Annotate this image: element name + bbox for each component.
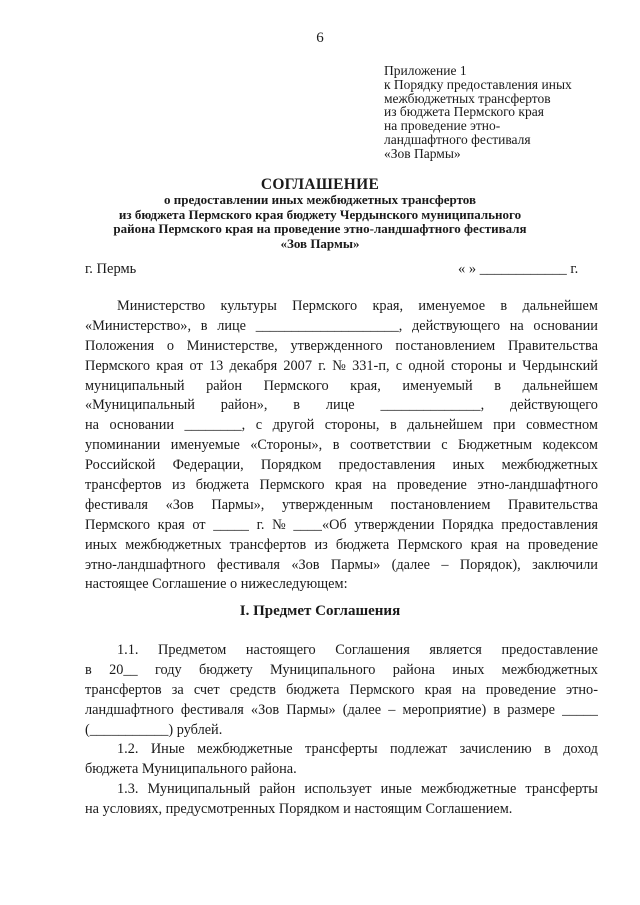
- clause-line: (___________) рублей.: [85, 721, 223, 738]
- clause-line: 1.3. Муниципальный район использует иные межбюджетные трансферты: [117, 781, 598, 797]
- intro-line: иных межбюджетных трансфертов из бюджета Пермского края на проведение: [85, 536, 598, 553]
- appendix-line: из бюджета Пермского края: [384, 104, 544, 120]
- clause-1-1: [85, 641, 598, 740]
- intro-line: упоминании именуемые «Стороны», в соответствии с Бюджетным кодексом: [85, 437, 598, 454]
- clause-line: трансфертов за счет средств бюджета Пермского края на проведение этно-: [85, 681, 598, 698]
- appendix-line: межбюджетных трансфертов: [384, 90, 551, 106]
- intro-line: фестиваля «Зов Пармы», утвержденным постановлением Правительства: [85, 496, 598, 513]
- intro-line: на основании ________, с другой стороны, в дальнейшем при совместном: [85, 417, 598, 434]
- appendix-line: к Порядку предоставления иных: [384, 76, 572, 92]
- date-of-signing: « » ____________ г.: [458, 261, 579, 277]
- intro-line: Пермского края от _____ г. № ____«Об утверждении Порядка предоставления: [85, 516, 598, 533]
- intro-line: Министерство культуры Пермского края, именуемое в дальнейшем: [117, 298, 598, 314]
- page-number: 6: [316, 30, 324, 46]
- intro-line: Положения о Министерстве, утвержденного постановлением Правительства: [85, 337, 598, 354]
- intro-line: трансфертов из бюджета Пермского края на проведение этно-ландшафтного: [85, 477, 598, 494]
- intro-line: Российской Федерации, Порядком предоставления иных межбюджетных: [85, 457, 598, 474]
- document-subtitle: [0, 193, 640, 251]
- intro-line: этно-ландшафтного фестиваля «Зов Пармы» (далее – Порядок), заключили: [85, 556, 598, 573]
- intro-line: настоящее Соглашение о нижеследующем:: [85, 576, 348, 593]
- subtitle-line: из бюджета Пермского края бюджету Чердынского муниципального: [118, 206, 522, 222]
- clause-line: бюджета Муниципального района.: [85, 760, 297, 777]
- clause-line: ландшафтного фестиваля «Зов Пармы» (далее – мероприятие) в размере _____: [85, 701, 598, 718]
- subtitle-line: района Пермского края на проведение этно-ландшафтного фестиваля: [113, 221, 527, 236]
- appendix-line: Приложение 1: [384, 63, 467, 78]
- appendix-line: ландшафтного фестиваля: [384, 131, 531, 147]
- place-of-signing: г. Пермь: [85, 261, 137, 277]
- intro-line: Пермского края от 13 декабря 2007 г. № 331-п, с одной стороны и Чердынский: [85, 357, 598, 374]
- clause-line: в 20__ году бюджету Муниципального района иных межбюджетных: [85, 661, 598, 678]
- intro-paragraph: [85, 297, 598, 595]
- clause-line: на условиях, предусмотренных Порядком и настоящим Соглашением.: [85, 800, 513, 817]
- subtitle-line: «Зов Пармы»: [280, 235, 360, 251]
- clause-line: 1.1. Предметом настоящего Соглашения является предоставление: [117, 642, 598, 658]
- appendix-line: «Зов Пармы»: [384, 145, 461, 161]
- intro-line: «Муниципальный район», в лице ______________, действующего: [85, 397, 598, 414]
- appendix-note: [384, 64, 572, 161]
- section-heading: I. Предмет Соглашения: [239, 603, 401, 619]
- document-title: СОГЛАШЕНИЕ: [260, 176, 380, 193]
- clause-line: 1.2. Иные межбюджетные трансферты подлежат зачислению в доход: [117, 741, 598, 757]
- appendix-line: на проведение этно-: [384, 118, 501, 134]
- intro-line: муниципальный район Пермского края, именуемый в дальнейшем: [85, 377, 598, 394]
- clause-1-2: [85, 740, 598, 780]
- intro-line: «Министерство», в лице ____________________, действующего на основании: [85, 317, 598, 334]
- clause-1-3: [85, 780, 598, 820]
- subtitle-line: о предоставлении иных межбюджетных трансфертов: [163, 192, 477, 207]
